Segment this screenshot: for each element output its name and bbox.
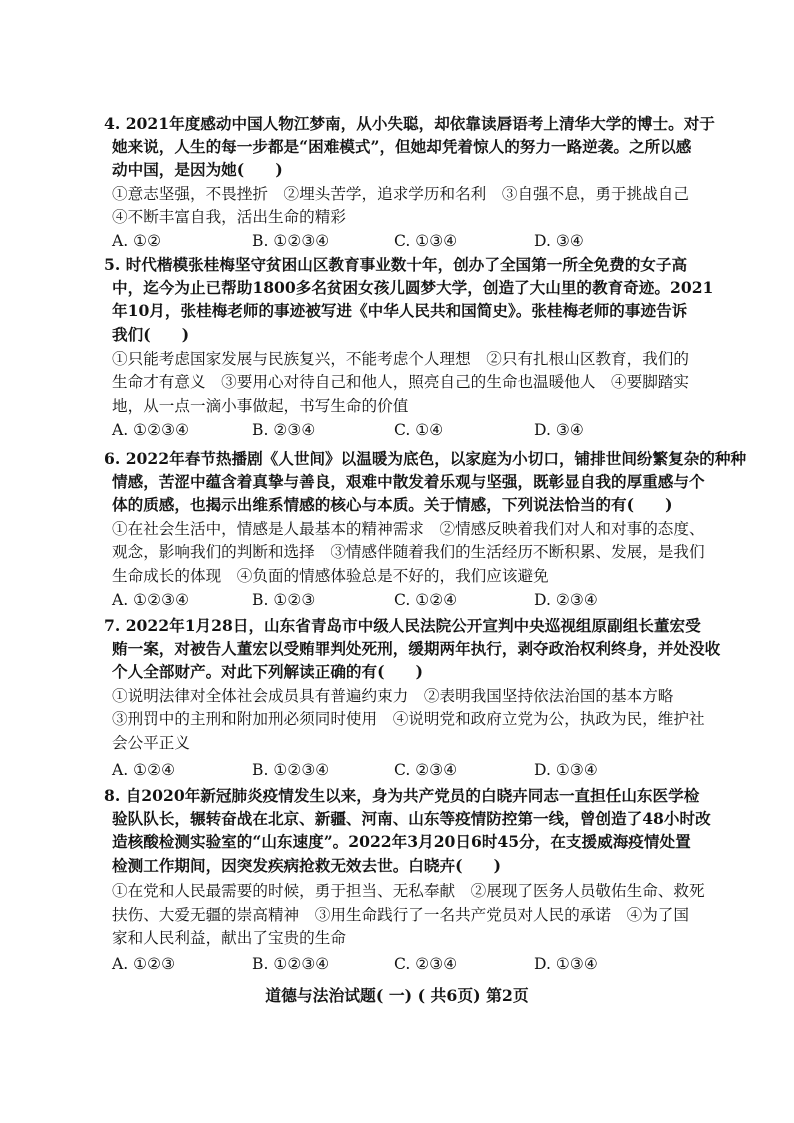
q5-option-a[interactable]: A. ①②③④ xyxy=(112,421,190,439)
q5-option-d[interactable]: D. ③④ xyxy=(534,421,584,439)
q7-options xyxy=(112,760,712,780)
q5-statement-line-1: ①只能考虑国家发展与民族复兴，不能考虑个人理想 ②只有扎根山区教育，我们的 xyxy=(112,350,689,368)
q7-option-c[interactable]: C. ②③④ xyxy=(394,761,458,779)
q4-statement-line-1: ①意志坚强，不畏挫折 ②埋头苦学，追求学历和名利 ③自强不息，勇于挑战自己 xyxy=(112,185,689,203)
q6-statement-line-1: ①在社会生活中，情感是人最基本的精神需求 ②情感反映着我们对人和对事的态度、 xyxy=(112,520,705,538)
q4-stem-line-3: 动中国，是因为她( ) xyxy=(112,160,283,179)
q6-options xyxy=(112,590,712,610)
q5-option-c[interactable]: C. ①④ xyxy=(394,421,444,439)
q8-stem-line-4: 检测工作期间，因突发疾病抢救无效去世。白晓卉( ) xyxy=(112,856,502,875)
q4-stem-line-2: 她来说，人生的每一步都是“困难模式”，但她却凭着惊人的努力一路逆袭。之所以感 xyxy=(112,137,692,156)
q6-option-b[interactable]: B. ①②③ xyxy=(252,591,316,609)
q8-option-d[interactable]: D. ①③④ xyxy=(534,955,598,973)
q6-statement-line-2: 观念，影响我们的判断和选择 ③情感伴随着我们的生活经历不断积累、发展，是我们 xyxy=(112,543,705,561)
q6-option-a[interactable]: A. ①②③④ xyxy=(112,591,190,609)
q8-option-b[interactable]: B. ①②③④ xyxy=(252,955,330,973)
q4-option-a[interactable]: A. ①② xyxy=(112,232,162,250)
q6-stem-line-2: 情感，苦涩中蕴含着真挚与善良，艰难中散发着乐观与坚强，既彰显自我的厚重感与个 xyxy=(112,472,705,491)
q6-stem-line-1: 6. 2022年春节热播剧《人世间》以温暖为底色，以家庭为小切口，铺排世间纷繁复杂的种种 xyxy=(104,449,747,468)
q7-statement-line-1: ①说明法律对全体社会成员具有普遍约束力 ②表明我国坚持依法治国的基本方略 xyxy=(112,687,674,705)
q7-statement-line-2: ③刑罚中的主刑和附加刑必须同时使用 ④说明党和政府立党为公，执政为民，维护社 xyxy=(112,710,705,728)
q7-stem-line-3: 个人全部财产。对此下列解读正确的有( ) xyxy=(112,662,424,681)
q5-stem-line-3: 年10月，张桂梅老师的事迹被写进《中华人民共和国简史》。张桂梅老师的事迹告诉 xyxy=(112,301,688,320)
q5-statement-line-3: 地，从一点一滴小事做起，书写生命的价值 xyxy=(112,397,409,415)
q7-option-b[interactable]: B. ①②③④ xyxy=(252,761,330,779)
q6-statement-line-3: 生命成长的体现 ④负面的情感体验总是不好的，我们应该避免 xyxy=(112,567,549,585)
q4-option-d[interactable]: D. ③④ xyxy=(534,232,584,250)
q8-statement-line-2: 扶伤、大爱无疆的崇高精神 ③用生命践行了一名共产党员对人民的承诺 ④为了国 xyxy=(112,906,689,924)
q8-option-c[interactable]: C. ②③④ xyxy=(394,955,458,973)
q5-statement-line-2: 生命才有意义 ③要用心对待自己和他人，照亮自己的生命也温暖他人 ④要脚踏实 xyxy=(112,373,689,391)
page-footer: 道德与法治试题( 一) ( 共6页) 第2页 xyxy=(265,986,529,1005)
q8-stem-line-2: 验队队长，辗转奋战在北京、新疆、河南、山东等疫情防控第一线，曾创造了48小时改 xyxy=(112,809,711,828)
q7-stem-line-1: 7. 2022年1月28日，山东省青岛市中级人民法院公开宣判中央巡视组原副组长董宏受 xyxy=(104,616,701,635)
q4-stem-line-1: 4. 2021年度感动中国人物江梦南，从小失聪，却依靠读唇语考上清华大学的博士。对于 xyxy=(104,114,715,133)
q7-statement-line-3: 会公平正义 xyxy=(112,734,190,752)
q8-stem-line-1: 8. 自2020年新冠肺炎疫情发生以来，身为共产党员的白晓卉同志一直担任山东医学检 xyxy=(104,786,700,805)
q8-options xyxy=(112,954,712,974)
q7-stem-line-2: 贿一案，对被告人董宏以受贿罪判处死刑，缓期两年执行，剥夺政治权利终身，并处没收 xyxy=(112,639,721,658)
q4-option-b[interactable]: B. ①②③④ xyxy=(252,232,330,250)
q8-statement-line-1: ①在党和人民最需要的时候，勇于担当、无私奉献 ②展现了医务人员敬佑生命、救死 xyxy=(112,882,705,900)
q7-option-a[interactable]: A. ①②④ xyxy=(112,761,176,779)
q6-option-d[interactable]: D. ②③④ xyxy=(534,591,598,609)
q7-option-d[interactable]: D. ①③④ xyxy=(534,761,598,779)
q8-option-a[interactable]: A. ①②③ xyxy=(112,955,176,973)
q5-stem-line-2: 中，迄今为止已帮助1800多名贫困女孩儿圆梦大学，创造了大山里的教育奇迹。2021 xyxy=(112,278,714,297)
q5-option-b[interactable]: B. ②③④ xyxy=(252,421,316,439)
q5-options xyxy=(112,420,712,440)
q4-options xyxy=(112,231,712,251)
q8-statement-line-3: 家和人民利益，献出了宝贵的生命 xyxy=(112,929,346,947)
q5-stem-line-4: 我们( ) xyxy=(112,325,190,344)
q6-stem-line-3: 体的质感，也揭示出维系情感的核心与本质。关于情感，下列说法恰当的有( ) xyxy=(112,495,673,514)
q8-stem-line-3: 造核酸检测实验室的“山东速度”。2022年3月20日6时45分，在支援威海疫情处置 xyxy=(112,832,691,851)
q6-option-c[interactable]: C. ①②④ xyxy=(394,591,458,609)
q4-option-c[interactable]: C. ①③④ xyxy=(394,232,458,250)
q4-statement-line-2: ④不断丰富自我，活出生命的精彩 xyxy=(112,208,346,226)
q5-stem-line-1: 5. 时代楷模张桂梅坚守贫困山区教育事业数十年，创办了全国第一所全免费的女子高 xyxy=(104,255,688,274)
